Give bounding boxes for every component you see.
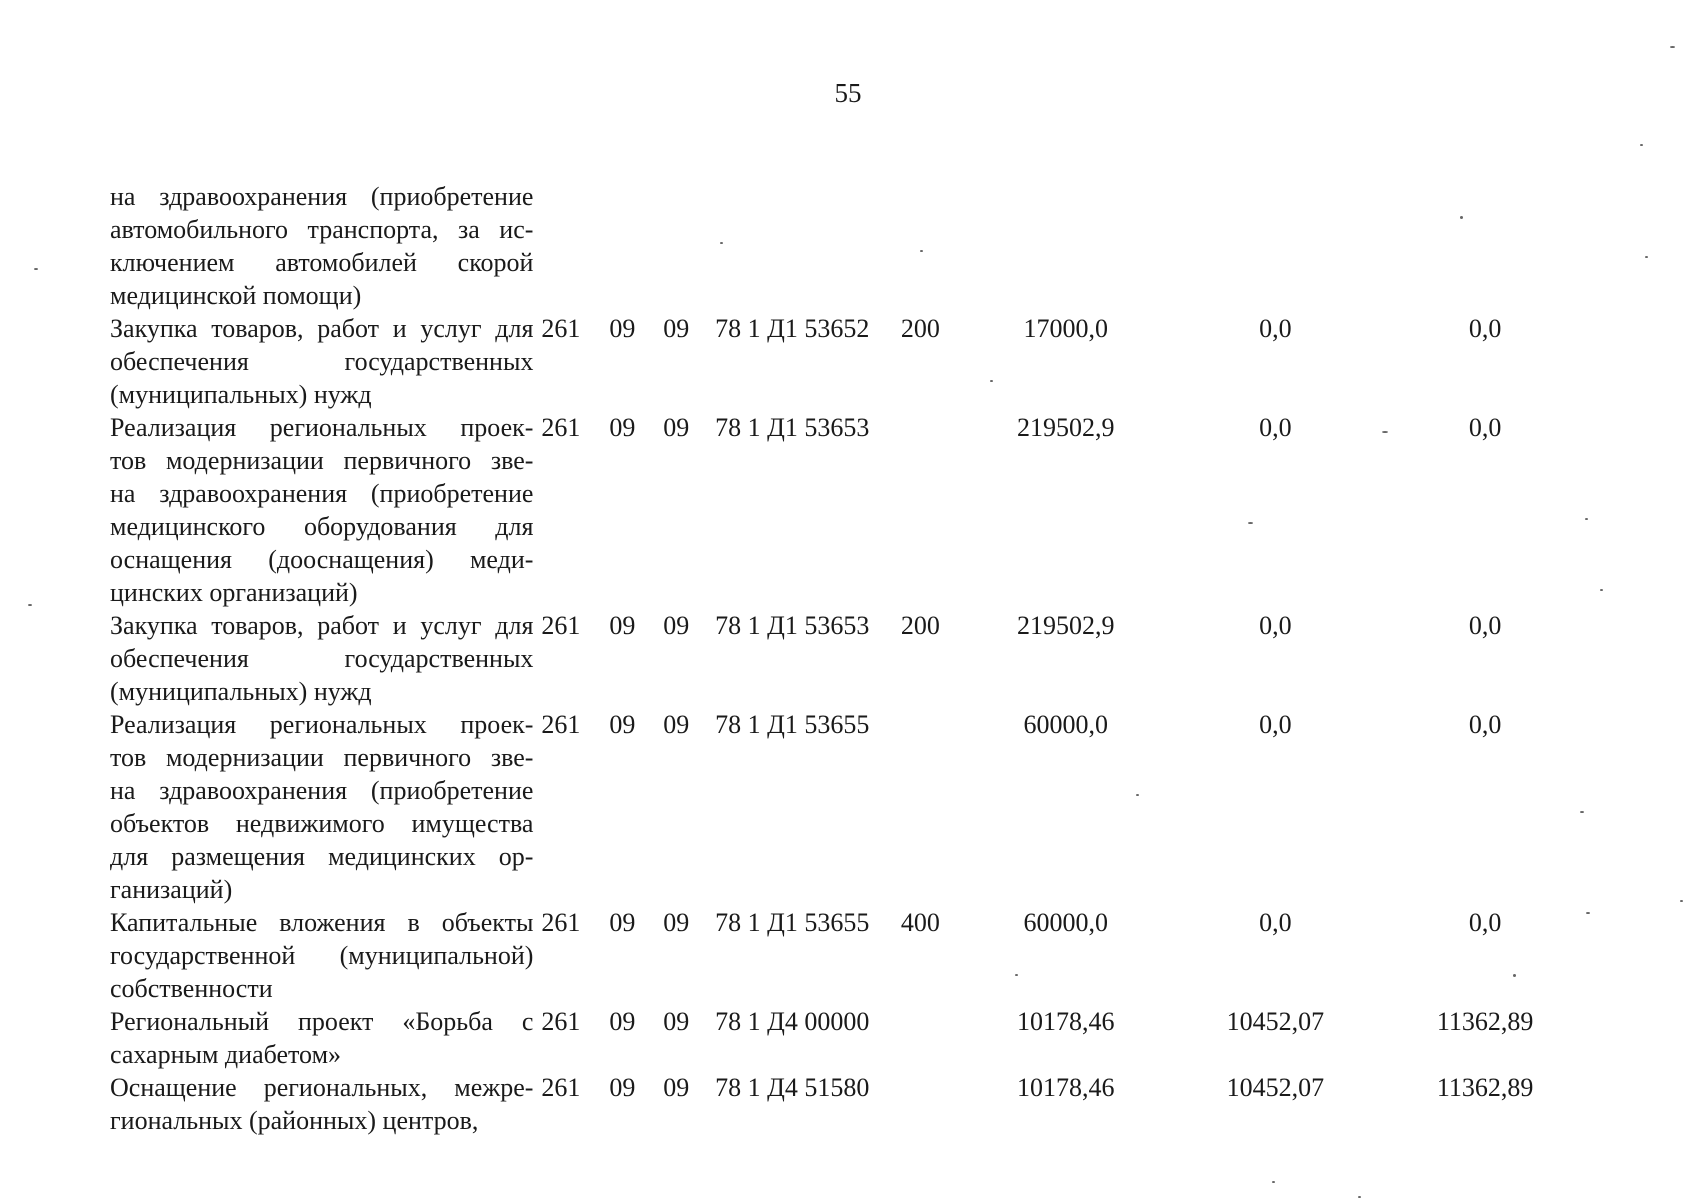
row-name-line: обеспечения государственных (110, 644, 534, 673)
row-name (110, 708, 533, 906)
row-name-line: (муниципальных) нужд (110, 380, 372, 409)
table-row (110, 180, 1590, 312)
amount-year-2: 0,0 (1259, 611, 1292, 640)
amount-year-2: 0,0 (1259, 314, 1292, 343)
amount-year-2: 0,0 (1259, 908, 1292, 937)
expense-type-code: 200 (900, 314, 940, 343)
subsection-code: 09 (663, 611, 690, 640)
row-name-line: на здравоохранения (приобретение (110, 776, 534, 805)
amount-year-3: 0,0 (1468, 908, 1502, 937)
row-name-line: Капитальные вложения в объекты (110, 908, 534, 937)
row-name-line: ключением автомобилей скорой (110, 248, 534, 277)
table-row (110, 609, 1590, 708)
subsection-code: 09 (663, 1007, 690, 1036)
row-name-line: для размещения медицинских ор- (110, 842, 534, 871)
amount-year-1: 60000,0 (1023, 710, 1108, 739)
section-code: 09 (609, 908, 636, 937)
target-article-code: 78 1 Д4 00000 (715, 1007, 870, 1036)
table-row (110, 708, 1590, 906)
subsection-code: 09 (663, 314, 690, 343)
row-name-line: собственности (110, 974, 273, 1003)
row-name-line: (муниципальных) нужд (110, 677, 372, 706)
target-article-code: 78 1 Д1 53655 (715, 710, 870, 739)
section-code: 09 (609, 413, 636, 442)
row-name-line: медицинского оборудования для (110, 512, 534, 541)
page-number: 55 (834, 78, 862, 108)
budget-table (110, 180, 1590, 1137)
subsection-code: 09 (663, 710, 690, 739)
amount-year-2: 0,0 (1259, 710, 1292, 739)
row-name-line: государственной (муниципальной) (110, 941, 534, 970)
ved-code: 261 (541, 908, 581, 937)
section-code: 09 (609, 1073, 636, 1102)
row-name (110, 609, 533, 708)
row-name-line: Закупка товаров, работ и услуг для (110, 314, 534, 343)
amount-year-1: 60000,0 (1023, 908, 1108, 937)
row-name-line: ганизаций) (110, 875, 233, 904)
row-name (110, 312, 533, 411)
section-code: 09 (609, 611, 636, 640)
amount-year-2: 10452,07 (1226, 1007, 1325, 1036)
amount-year-1: 17000,0 (1023, 314, 1108, 343)
row-name-line: тов модернизации первичного зве- (110, 743, 534, 772)
amount-year-1: 219502,9 (1016, 611, 1115, 640)
target-article-code: 78 1 Д4 51580 (715, 1073, 870, 1102)
row-name (110, 1071, 533, 1137)
row-name-line: автомобильного транспорта, за ис- (110, 215, 534, 244)
target-article-code: 78 1 Д1 53653 (715, 611, 870, 640)
table-row (110, 1071, 1590, 1137)
row-name-line: гиональных (районных) центров, (110, 1106, 479, 1135)
row-name-line: объектов недвижимого имущества (110, 809, 534, 838)
subsection-code: 09 (663, 413, 690, 442)
row-name (110, 906, 533, 1005)
row-name-line: цинских организаций) (110, 578, 358, 607)
row-name-line: сахарным диабетом» (110, 1040, 342, 1069)
target-article-code: 78 1 Д1 53655 (715, 908, 870, 937)
ved-code: 261 (541, 1073, 581, 1102)
target-article-code: 78 1 Д1 53653 (715, 413, 870, 442)
expense-type-code: 400 (900, 908, 940, 937)
table-row (110, 1005, 1590, 1071)
row-name-line: на здравоохранения (приобретение (110, 182, 534, 211)
ved-code: 261 (541, 1007, 581, 1036)
ved-code: 261 (541, 413, 581, 442)
row-name (110, 1005, 533, 1071)
amount-year-1: 10178,46 (1016, 1007, 1115, 1036)
row-name-line: Региональный проект «Борьба с (110, 1007, 534, 1036)
amount-year-1: 10178,46 (1016, 1073, 1115, 1102)
amount-year-3: 11362,89 (1436, 1007, 1534, 1036)
ved-code: 261 (541, 710, 581, 739)
row-name-line: на здравоохранения (приобретение (110, 479, 534, 508)
amount-year-3: 11362,89 (1436, 1073, 1534, 1102)
amount-year-3: 0,0 (1468, 611, 1502, 640)
section-code: 09 (609, 314, 636, 343)
target-article-code: 78 1 Д1 53652 (715, 314, 870, 343)
row-name-line: Оснащение региональных, межре- (110, 1073, 534, 1102)
subsection-code: 09 (663, 1073, 690, 1102)
row-name-line: тов модернизации первичного зве- (110, 446, 534, 475)
expense-type-code: 200 (900, 611, 940, 640)
section-code: 09 (609, 1007, 636, 1036)
row-name-line: обеспечения государственных (110, 347, 534, 376)
row-name-line: оснащения (дооснащения) меди- (110, 545, 534, 574)
amount-year-1: 219502,9 (1016, 413, 1115, 442)
amount-year-3: 0,0 (1468, 413, 1502, 442)
row-name-line: Закупка товаров, работ и услуг для (110, 611, 534, 640)
ved-code: 261 (541, 314, 581, 343)
amount-year-2: 0,0 (1259, 413, 1292, 442)
row-name-line: медицинской помощи) (110, 281, 362, 310)
table-row (110, 906, 1590, 1005)
row-name (110, 411, 533, 609)
row-name-line: Реализация региональных проек- (110, 710, 534, 739)
table-row (110, 312, 1590, 411)
table-row (110, 411, 1590, 609)
section-code: 09 (609, 710, 636, 739)
row-name-line: Реализация региональных проек- (110, 413, 534, 442)
amount-year-3: 0,0 (1468, 710, 1502, 739)
row-name (110, 180, 533, 312)
amount-year-2: 10452,07 (1226, 1073, 1325, 1102)
amount-year-3: 0,0 (1468, 314, 1502, 343)
subsection-code: 09 (663, 908, 690, 937)
ved-code: 261 (541, 611, 581, 640)
